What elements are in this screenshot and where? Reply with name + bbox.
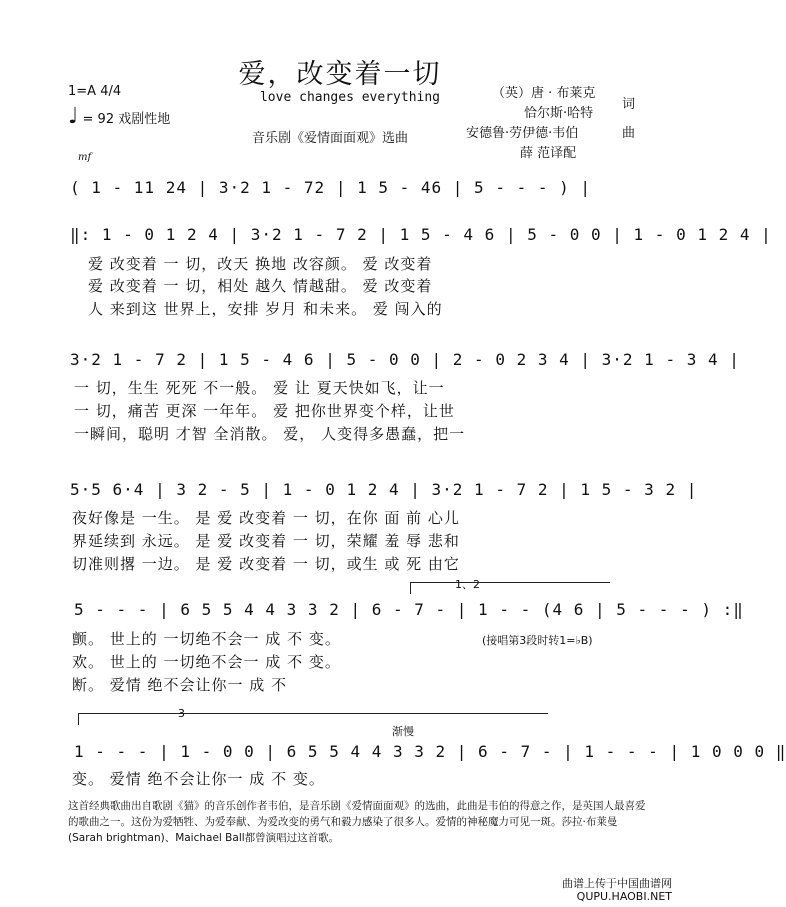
source-text: 音乐剧《爱情面面观》选曲	[252, 131, 409, 146]
watermark-line-1: 曲谱上传于中国曲谱网	[562, 877, 672, 890]
footer-description: 这首经典歌曲出自歌剧《猫》的音乐创作者韦伯，是音乐剧《爱情面面观》的选曲，此曲是韦伯的得意之作，是英国人最喜爱的歌曲之一。这份为爱牺牲、为爱奉献、为爱改变的勇气和毅力感染了很多人。爱情的神秘魔力可见一斑。莎拉·布莱曼(Sarah brightman)、Maichael Ball都曾演唱过这首歌。	[68, 800, 646, 844]
volta-label: 3	[178, 707, 185, 720]
lyric-line: 颤。 世上的 一切绝不会一 成 不 变。	[72, 630, 341, 648]
quarter-note-icon: ♩	[68, 104, 79, 129]
notation-line-5: 1 - - - | 1 - 0 0 | 6 5 5 4 4 3 3 2 | 6 - 7 - | 1 - - - | 1 0 0 0 ‖	[74, 742, 786, 761]
lyric-line: 变。 爱情 绝不会让你一 成 不 变。	[72, 770, 325, 788]
volta-bracket	[78, 713, 548, 714]
lyric-line: 夜好像是 一生。 是 爱 改变着 一 切，在你 面 前 心儿	[72, 509, 460, 527]
lyric-line: 界延续到 永远。 是 爱 改变着 一 切，荣耀 羞 辱 悲和	[72, 532, 460, 550]
notation-line-intro: ( 1 - 11 24 | 3·2 1 - 72 | 1 5 - 46 | 5 - - - ) |	[70, 178, 592, 197]
dynamic-marking: mf	[78, 152, 92, 163]
volta-bracket-edge	[78, 713, 79, 725]
tempo-mark: 渐慢	[392, 725, 414, 738]
key-change-remark: (接唱第3段时转1=♭B)	[482, 634, 593, 647]
tempo-row	[68, 104, 170, 129]
lyric-role: 词	[622, 97, 636, 112]
volta-bracket-edge	[410, 582, 411, 594]
volta-bracket	[410, 582, 610, 583]
lyric-line: 欢。 世上的 一切绝不会一 成 不 变。	[72, 653, 341, 671]
lyric-line: 一 切，生生 死死 不一般。 爱 让 夏天快如飞，让一	[74, 379, 445, 397]
lyric-line: 切准则撂 一边。 是 爱 改变着 一 切，或生 或 死 由它	[72, 555, 460, 573]
notation-line-1: ‖: 1 - 0 1 2 4 | 3·2 1 - 7 2 | 1 5 - 4 6 | 5 - 0 0 | 1 - 0 1 2 4 |	[70, 225, 772, 244]
watermark	[562, 877, 672, 903]
lyric-line: 爱 改变着 一 切，改天 换地 改容颜。 爱 改变着	[88, 255, 433, 273]
song-subtitle: love changes everything	[259, 90, 440, 105]
tempo-text: = 92 戏剧性地	[82, 112, 171, 127]
notation-line-4: 5 - - - | 6 5 5 4 4 3 3 2 | 6 - 7 - | 1 - - (4 6 | 5 - - - ) :‖	[74, 600, 744, 619]
notation-line-3: 5·5 6·4 | 3 2 - 5 | 1 - 0 1 2 4 | 3·2 1 - 7 2 | 1 5 - 3 2 |	[70, 480, 698, 499]
song-title: 爱，改变着一切	[238, 59, 442, 90]
lyric-line: 一瞬间，聪明 才智 全消散。 爱， 人变得多愚蠢，把一	[74, 425, 466, 443]
lyric-line: 一 切，痛苦 更深 一年年。 爱 把你世界变个样，让世	[74, 402, 455, 420]
volta-label: 1、2	[455, 578, 480, 591]
lyric-line: 人 来到这 世界上，安排 岁月 和未来。 爱 闯入的	[88, 300, 443, 318]
notation-line-2: 3·2 1 - 7 2 | 1 5 - 4 6 | 5 - 0 0 | 2 - 0 2 3 4 | 3·2 1 - 3 4 |	[70, 350, 740, 369]
lyric-line: 爱 改变着 一 切，相处 越久 情越甜。 爱 改变着	[88, 277, 433, 295]
watermark-line-2: QUPU.HAOBI.NET	[576, 890, 672, 903]
key-signature: 1=A 4/4	[68, 84, 122, 99]
translator: 薛 范译配	[520, 146, 577, 161]
composer: 安德鲁·劳伊德·韦伯	[466, 126, 579, 141]
composer-role: 曲	[622, 126, 636, 141]
lyricist: （英）唐 · 布莱克	[492, 86, 596, 101]
lyric-line: 断。 爱情 绝不会让你一 成 不	[72, 676, 288, 694]
lyricist-2: 恰尔斯·哈特	[524, 106, 594, 121]
